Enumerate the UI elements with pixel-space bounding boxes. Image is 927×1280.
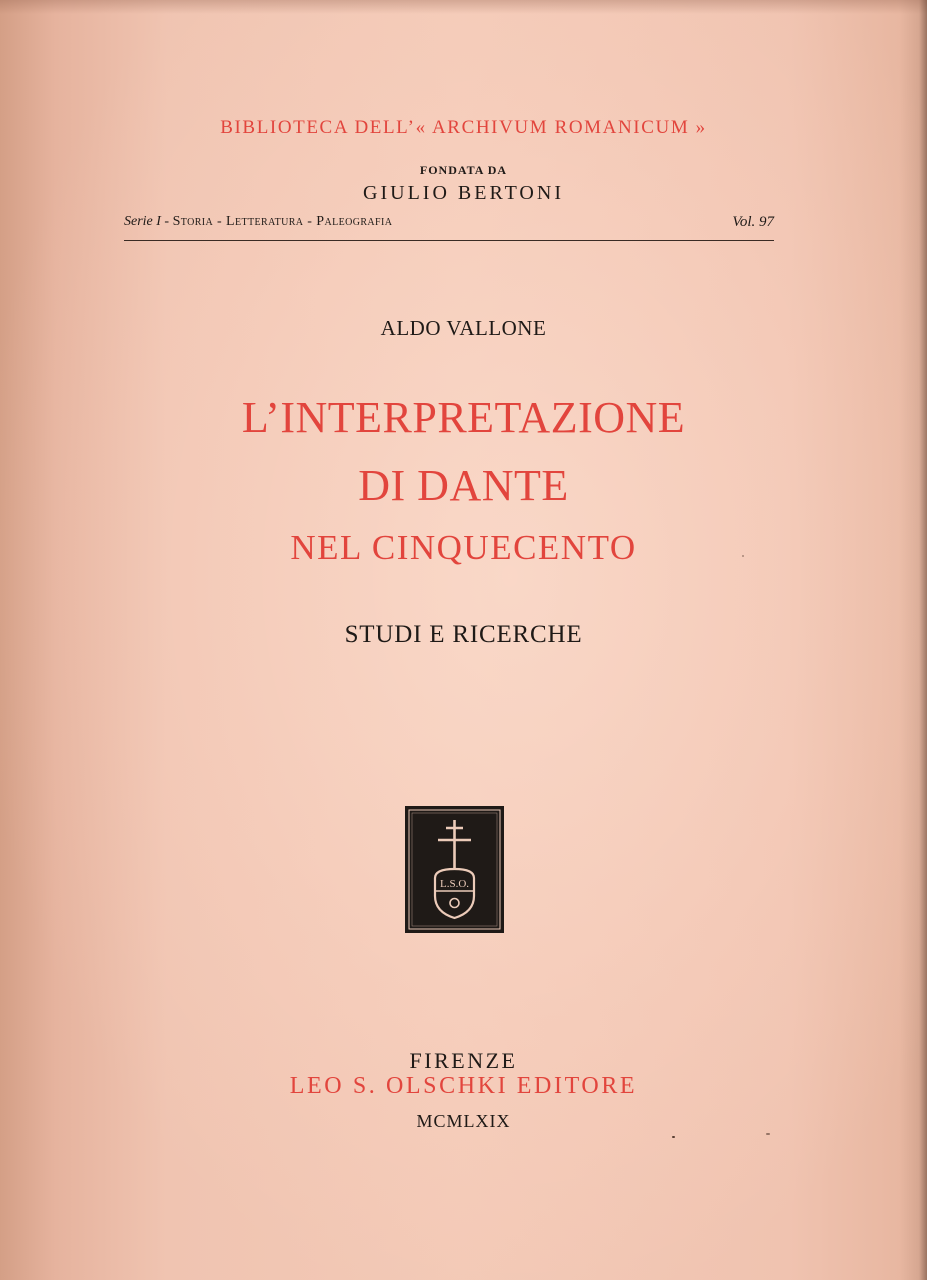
founder-name: GIULIO BERTONI bbox=[363, 182, 564, 204]
series-title: BIBLIOTECA DELL’« ARCHIVUM ROMANICUM » bbox=[220, 117, 707, 138]
series-info-row bbox=[124, 214, 774, 236]
publisher-name: LEO S. OLSCHKI EDITORE bbox=[289, 1073, 638, 1099]
author-name: ALDO VALLONE bbox=[380, 316, 547, 340]
publisher-mark-letters bbox=[440, 878, 469, 890]
top-edge-shadow bbox=[0, 0, 927, 14]
cross-globe-printer-mark-icon bbox=[405, 806, 504, 933]
paper-speck bbox=[672, 1136, 675, 1138]
svg-text:L.S.O.: L.S.O. bbox=[439, 878, 470, 890]
publication-year: MCMLXIX bbox=[416, 1111, 511, 1131]
series-info bbox=[124, 214, 392, 230]
founded-by-label: FONDATA DA bbox=[419, 163, 508, 177]
title-line-2: DI DANTE bbox=[358, 461, 569, 510]
subtitle: STUDI E RICERCHE bbox=[344, 621, 583, 648]
publisher-city: FIRENZE bbox=[409, 1048, 518, 1073]
series-subjects: Storia - Letteratura - Paleografia bbox=[172, 214, 393, 229]
header-rule bbox=[124, 240, 774, 241]
series-number: Serie I - bbox=[124, 214, 173, 229]
title-line-3: NEL CINQUECENTO bbox=[290, 528, 637, 567]
title-line-1: L’INTERPRETAZIONE bbox=[241, 393, 686, 442]
paper-speck bbox=[766, 1133, 770, 1135]
volume-number: Vol. 97 bbox=[732, 214, 774, 230]
paper-speck bbox=[742, 555, 744, 557]
